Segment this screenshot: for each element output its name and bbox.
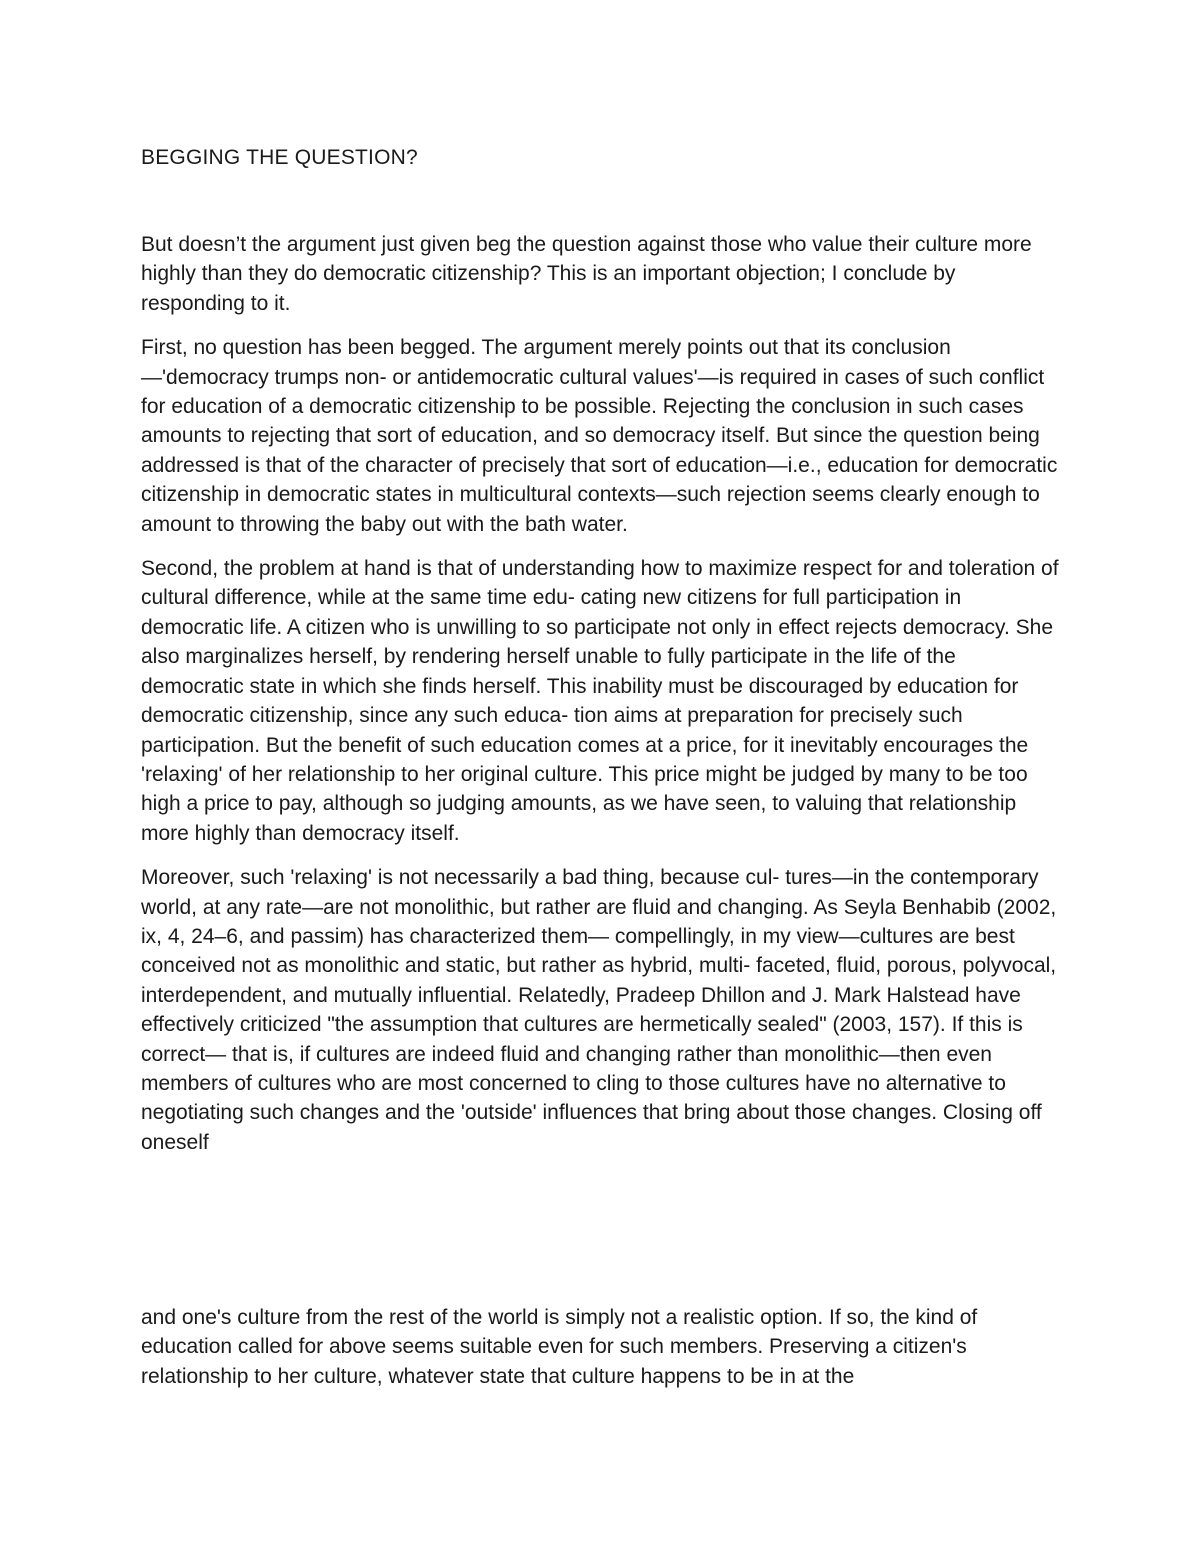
continuation-paragraph: and one's culture from the rest of the world is simply not a realistic option. If so, the kind of education called for above seems suitable even for such members. Preserving a citizen's relationship to her culture, whatever state that culture happens to be in at the	[141, 1306, 978, 1388]
paragraph-1: But doesn’t the argument just given beg the question against those who value their culture more highly than they do democratic citizenship? This is an important objection; I conclude by responding to it.	[141, 233, 1032, 315]
paragraph-3: Second, the problem at hand is that of understanding how to maximize respect for and toleration of cultural difference, while at the same time edu- cating new citizens for full participation in democratic life. A citizen who is unwilling to so participate not only in effect rejects democracy. She also marginalizes herself, by rendering herself unable to fully participate in the life of the democratic state in which she finds herself. This inability must be discouraged by education for democratic citizenship, since any such educa- tion aims at preparation for precisely such participation. But the benefit of such education comes at a price, for it inevitably encourages the 'relaxing' of her relationship to her original culture. This price might be judged by many to be too high a price to pay, although so judging amounts, as we have seen, to valuing that relationship more highly than democracy itself.	[141, 557, 1059, 845]
document-title: BEGGING THE QUESTION?	[141, 146, 418, 169]
document-body	[141, 230, 1061, 1172]
paragraph-4: Moreover, such 'relaxing' is not necessarily a bad thing, because cul- tures—in the contemporary world, at any rate—are not monolithic, but rather are fluid and changing. As Seyla Benhabib (2002, ix, 4, 24–6, and passim) has characterized them— compellingly, in my view—cultures are best conceived not as monolithic and static, but rather as hybrid, multi- faceted, fluid, porous, polyvocal, interdependent, and mutually influential. Relatedly, Pradeep Dhillon and J. Mark Halstead have effectively criticized "the assumption that cultures are hermetically sealed" (2003, 157). If this is correct— that is, if cultures are indeed fluid and changing rather than monolithic—then even members of cultures who are most concerned to cling to those cultures have no alternative to negotiating such changes and the 'outside' influences that bring about those changes. Closing off oneself	[141, 866, 1057, 1154]
paragraph-2: First, no question has been begged. The argument merely points out that its conclusion —'democracy trumps non- or antidemocratic cultural values'—is required in cases of such conflict for education of a democratic citizenship to be possible. Rejecting the conclusion in such cases amounts to rejecting that sort of education, and so democracy itself. But since the question being addressed is that of the character of precisely that sort of education—i.e., education for democratic citizenship in democratic states in multicultural contexts—such rejection seems clearly enough to amount to throwing the baby out with the bath water.	[141, 336, 1058, 536]
